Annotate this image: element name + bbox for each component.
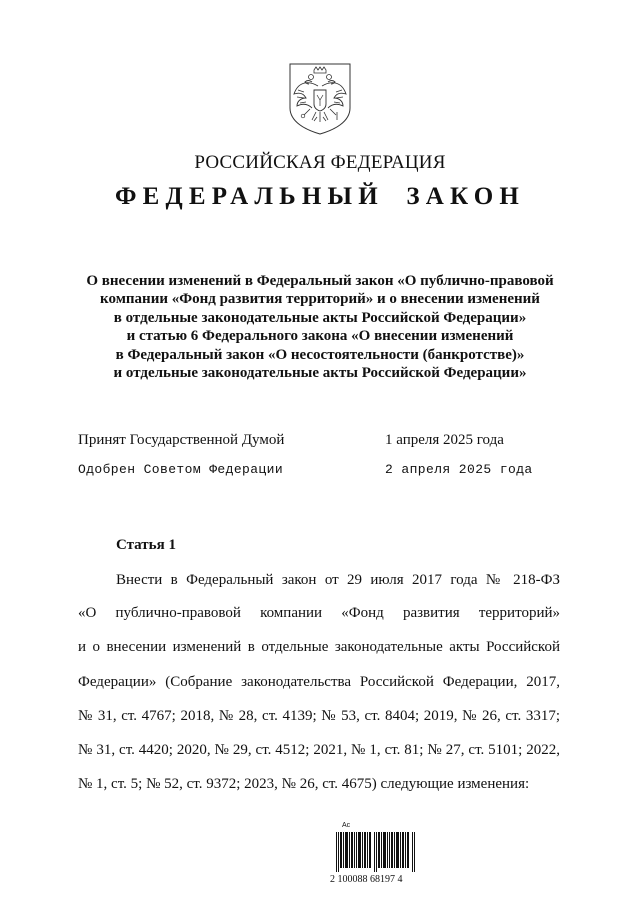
duma-adoption-date: 1 апреля 2025 года (385, 432, 504, 448)
council-approval-date: 2 апреля 2025 года (385, 462, 533, 477)
article-text-line: Внести в Федеральный закон от 29 июля 2017 года № 218-ФЗ (116, 572, 560, 588)
document-barcode (322, 822, 422, 888)
barcode-number: 2 100088 68197 4 (330, 874, 403, 885)
article-text-line: № 31, ст. 4767; 2018, № 28, ст. 4139; № 53, ст. 8404; 2019, № 26, ст. 3317; (78, 708, 560, 724)
law-title-line: компании «Фонд развития территорий» и о внесении изменений (100, 291, 540, 308)
law-title-line: и отдельные законодательные акты Российской Федерации» (113, 365, 527, 382)
duma-adoption-row (78, 430, 548, 450)
article-heading: Статья 1 (116, 537, 176, 553)
law-title (60, 272, 580, 382)
country-heading: РОССИЙСКАЯ ФЕДЕРАЦИЯ (194, 152, 446, 173)
article-text-line: Федерации» (Собрание законодательства Российской Федерации, 2017, (78, 674, 560, 690)
document-type-heading: ФЕДЕРАЛЬНЫЙ ЗАКОН (114, 183, 526, 210)
article-text-line: «О публично-правовой компании «Фонд развития территорий» (78, 605, 560, 621)
council-approval-label: Одобрен Советом Федерации (78, 462, 284, 477)
barcode-mark: Ас (342, 822, 351, 829)
council-approval-row (78, 460, 548, 480)
article-text-line: и о внесении изменений в отдельные законодательные акты Российской (78, 639, 560, 655)
duma-adoption-label: Принят Государственной Думой (78, 432, 285, 448)
law-title-line: О внесении изменений в Федеральный закон «О публично-правовой (86, 273, 554, 289)
article-text-line: № 31, ст. 4420; 2020, № 29, ст. 4512; 2021, № 1, ст. 81; № 27, ст. 5101; 2022, (78, 742, 560, 758)
coat-of-arms-icon (288, 62, 352, 136)
law-title-line: и статью 6 Федерального закона «О внесении изменений (126, 328, 514, 345)
law-title-line: в отдельные законодательные акты Российской Федерации» (113, 309, 527, 326)
law-title-line: в Федеральный закон «О несостоятельности (банкротстве)» (115, 346, 525, 363)
article-text-line: № 1, ст. 5; № 52, ст. 9372; 2023, № 26, ст. 4675) следующие изменения: (78, 776, 530, 792)
barcode-icon (336, 832, 416, 872)
